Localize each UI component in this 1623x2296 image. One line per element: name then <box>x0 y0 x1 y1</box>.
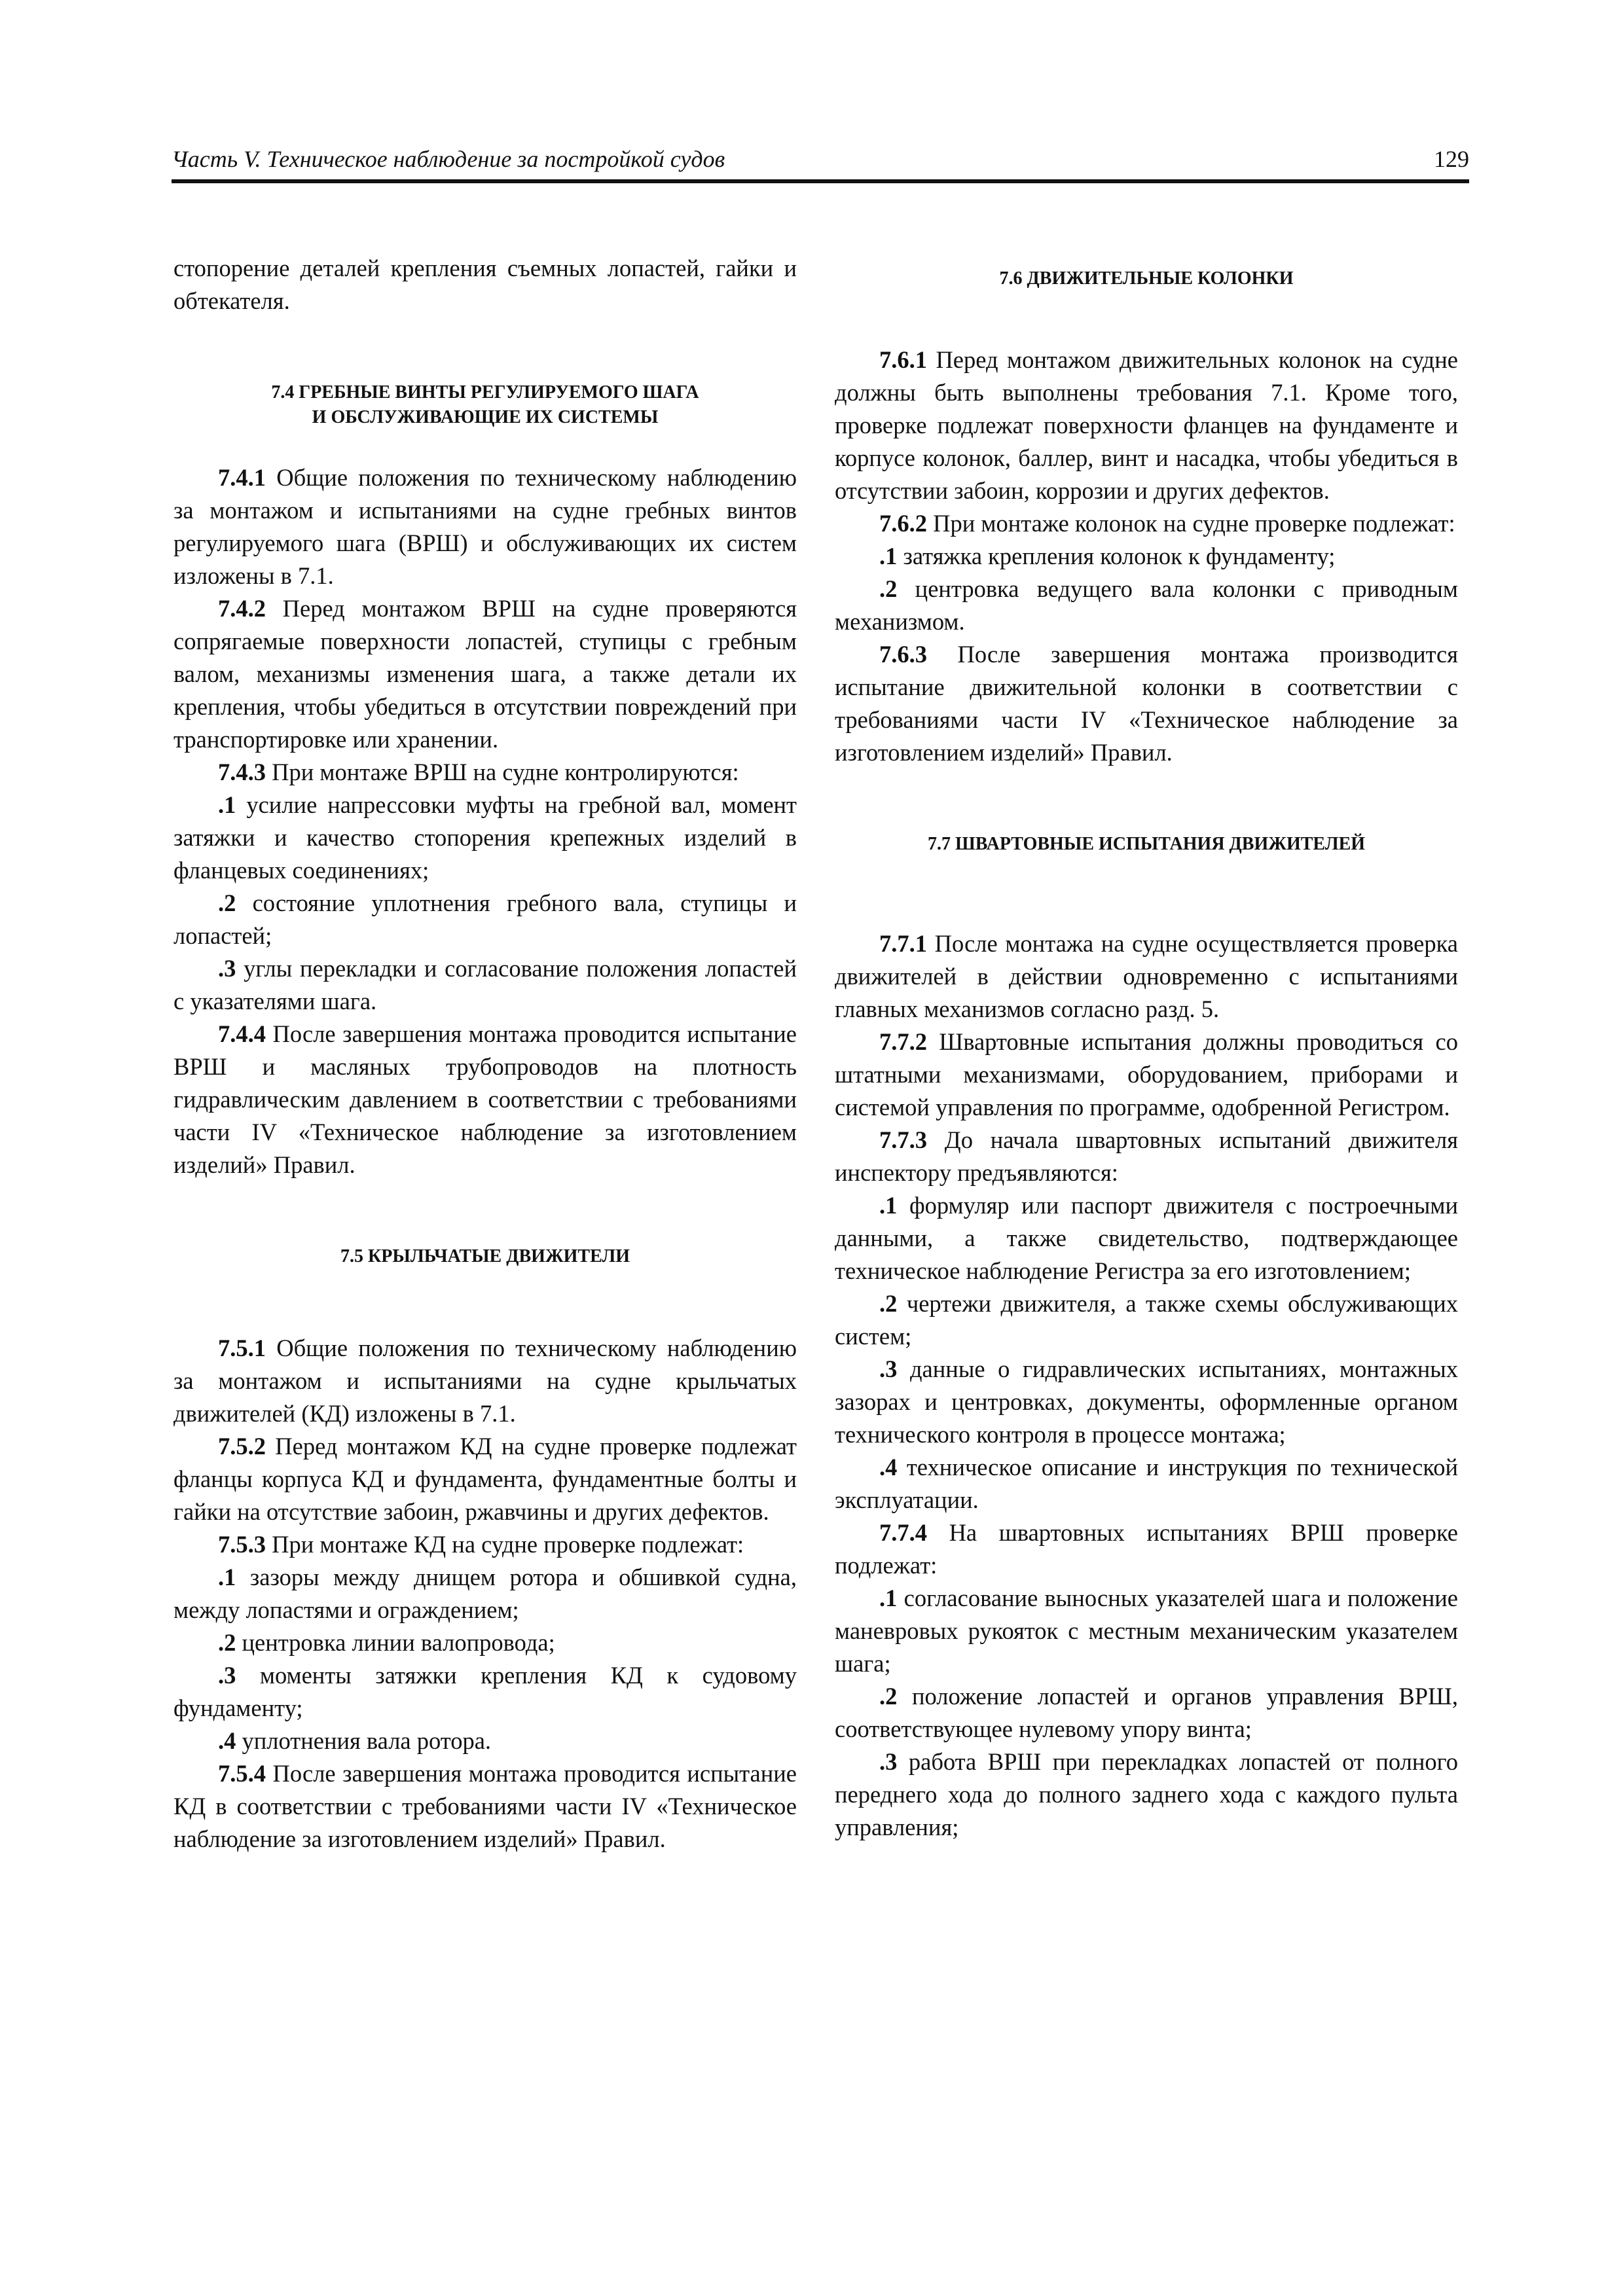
list-item <box>835 1353 1458 1451</box>
paragraph-7-5-4 <box>173 1757 797 1856</box>
list-item <box>835 1287 1458 1353</box>
paragraph-7-5-1 <box>173 1332 797 1430</box>
item-text: углы перекладки и согласование положения лопастей с указателями шага. <box>173 955 797 1014</box>
list-item <box>835 1582 1458 1680</box>
clause-number: 7.5.4 <box>218 1760 266 1787</box>
list-item <box>173 1626 797 1659</box>
item-text: центровка ведущего вала колонки с приводным механизмом. <box>835 575 1459 635</box>
list-item <box>173 887 797 952</box>
item-number: .1 <box>218 1564 236 1590</box>
clause-number: 7.7.1 <box>879 930 927 957</box>
left-column <box>173 252 797 1856</box>
clause-text: После завершения монтажа проводится испытание ВРШ и масляных трубопроводов на плотность гидравлическим давлением в соответствии с требованиями части IV «Техническое наблюдение за изготовлением изделий» Правил. <box>173 1020 797 1178</box>
clause-number: 7.4.3 <box>218 759 266 785</box>
clause-number: 7.5.2 <box>218 1433 266 1460</box>
clause-number: 7.7.4 <box>879 1519 927 1546</box>
item-number: .2 <box>218 889 236 916</box>
list-item <box>835 1680 1458 1746</box>
item-number: .3 <box>218 955 236 982</box>
paragraph-7-4-2 <box>173 592 797 756</box>
item-text: состояние уплотнения гребного вала, ступицы и лопастей; <box>173 889 797 949</box>
section-heading-7-6: 7.6 ДВИЖИТЕЛЬНЫЕ КОЛОНКИ <box>999 268 1294 289</box>
clause-text: Общие положения по техническому наблюдению за монтажом и испытаниями на судне крыльчатых движителей (КД) изложены в 7.1. <box>173 1335 797 1427</box>
paragraph-7-7-1 <box>835 927 1458 1026</box>
clause-text: Перед монтажом ВРШ на судне проверяются сопрягаемые поверхности лопастей, ступицы с гребным валом, механизмы изменения шага, а также детали их крепления, чтобы убедиться в отсутствии повреждений при транспортировке или хранении. <box>173 595 797 753</box>
list-item <box>173 1659 797 1725</box>
paragraph-7-4-4 <box>173 1018 797 1181</box>
paragraph-7-7-4 <box>835 1516 1458 1582</box>
clause-number: 7.4.1 <box>218 464 266 491</box>
item-number: .3 <box>879 1355 898 1382</box>
clause-text: До начала швартовных испытаний движителя инспектору предъявляются: <box>835 1126 1458 1186</box>
paragraph-7-6-3 <box>835 638 1458 769</box>
clause-text: Перед монтажом КД на судне проверке подлежат фланцы корпуса КД и фундамента, фундаментные болты и гайки на отсутствие забоин, ржавчины и других дефектов. <box>173 1433 797 1525</box>
item-text: согласование выносных указателей шага и положение маневровых рукояток с местным механическим указателем шага; <box>835 1585 1459 1677</box>
clause-text: При монтаже КД на судне проверке подлежат: <box>272 1531 744 1558</box>
list-item <box>835 1189 1458 1287</box>
clause-number: 7.6.3 <box>879 641 927 668</box>
item-text: чертежи движителя, а также схемы обслуживающих систем; <box>835 1290 1458 1350</box>
clause-number: 7.4.2 <box>218 595 266 622</box>
item-text: затяжка крепления колонок к фундаменту; <box>903 543 1336 569</box>
clause-text: После монтажа на судне осуществляется проверка движителей в действии одновременно с испытаниями главных механизмов согласно разд. 5. <box>835 930 1458 1022</box>
continued-paragraph: стопорение деталей крепления съемных лопастей, гайки и обтекателя. <box>173 255 797 314</box>
item-number: .4 <box>218 1727 236 1754</box>
clause-number: 7.4.4 <box>218 1020 266 1047</box>
clause-text: Швартовные испытания должны проводиться со штатными механизмами, оборудованием, приборами и системой управления по программе, одобренной Регистром. <box>835 1028 1459 1121</box>
clause-text: После завершения монтажа проводится испытание КД в соответствии с требованиями части IV «Техническое наблюдение за изготовлением изделий» Правил. <box>173 1760 797 1852</box>
clause-number: 7.7.3 <box>879 1126 927 1153</box>
right-column <box>835 252 1458 1844</box>
clause-number: 7.7.2 <box>879 1028 927 1055</box>
clause-text: Общие положения по техническому наблюдению за монтажом и испытаниями на судне гребных винтов регулируемого шага (ВРШ) и обслуживающих их систем изложены в 7.1. <box>173 464 797 589</box>
item-text: уплотнения вала ротора. <box>242 1727 492 1754</box>
item-text: работа ВРШ при перекладках лопастей от полного переднего хода до полного заднего хода с каждого пульта управления; <box>835 1748 1458 1840</box>
item-number: .2 <box>879 1290 898 1317</box>
list-item <box>835 1451 1458 1516</box>
item-text: формуляр или паспорт движителя с построечными данными, а также свидетельство, подтверждающее техническое наблюдение Регистра за его изготовлением; <box>835 1192 1459 1284</box>
item-text: техническое описание и инструкция по технической эксплуатации. <box>835 1454 1459 1513</box>
item-number: .1 <box>879 1192 898 1219</box>
list-item <box>173 952 797 1018</box>
clause-number: 7.6.1 <box>879 346 927 373</box>
paragraph-7-7-2 <box>835 1026 1458 1124</box>
clause-text: На швартовных испытаниях ВРШ проверке подлежат: <box>835 1519 1458 1579</box>
item-number: .1 <box>879 1585 898 1611</box>
item-number: .2 <box>218 1629 236 1656</box>
item-text: усилие напрессовки муфты на гребной вал, момент затяжки и качество стопорения крепежных изделий в фланцевых соединениях; <box>173 791 797 884</box>
page-number: 129 <box>1434 146 1469 172</box>
paragraph-7-5-3 <box>173 1528 797 1561</box>
item-number: .1 <box>218 791 236 818</box>
list-item <box>173 789 797 887</box>
item-number: .2 <box>879 1683 898 1710</box>
item-number: .3 <box>218 1662 236 1689</box>
heading-line: 7.4 ГРЕБНЫЕ ВИНТЫ РЕГУЛИРУЕМОГО ШАГА <box>271 382 699 403</box>
clause-text: После завершения монтажа производится испытание движительной колонки в соответствии с требованиями части IV «Техническое наблюдение за изготовлением изделий» Правил. <box>835 641 1458 766</box>
paragraph-7-6-2 <box>835 507 1458 540</box>
section-heading-7-5: 7.5 КРЫЛЬЧАТЫЕ ДВИЖИТЕЛИ <box>340 1246 630 1266</box>
paragraph-7-7-3 <box>835 1124 1458 1189</box>
list-item <box>835 573 1458 638</box>
item-text: положение лопастей и органов управления ВРШ, соответствующее нулевому упору винта; <box>835 1683 1459 1742</box>
paragraph-7-5-2 <box>173 1430 797 1528</box>
page-header <box>172 137 1469 183</box>
paragraph-7-4-3 <box>173 756 797 789</box>
section-heading-7-7: 7.7 ШВАРТОВНЫЕ ИСПЫТАНИЯ ДВИЖИТЕЛЕЙ <box>927 834 1366 854</box>
list-item <box>173 1561 797 1626</box>
clause-number: 7.5.1 <box>218 1335 266 1361</box>
item-text: данные о гидравлических испытаниях, монтажных зазорах и центровках, документы, оформленные органом технического контроля в процессе монтажа; <box>835 1355 1459 1448</box>
item-text: моменты затяжки крепления КД к судовому фундаменту; <box>173 1662 797 1721</box>
heading-line: И ОБСЛУЖИВАЮЩИЕ ИХ СИСТЕМЫ <box>312 407 659 427</box>
paragraph-7-6-1 <box>835 344 1458 507</box>
paragraph-7-4-1 <box>173 461 797 592</box>
clause-text: При монтаже ВРШ на судне контролируются: <box>272 759 739 785</box>
clause-text: Перед монтажом движительных колонок на судне должны быть выполнены требования 7.1. Кроме того, проверке подлежат поверхности фланцев на фундаменте и корпусе колонок, баллер, винт и насадка, чтобы убедиться в отсутствии забоин, коррозии и других дефектов. <box>835 346 1458 504</box>
item-number: .4 <box>879 1454 898 1480</box>
clause-number: 7.5.3 <box>218 1531 266 1558</box>
item-number: .1 <box>879 543 898 569</box>
section-heading-7-4 <box>173 380 797 430</box>
list-item <box>835 1746 1458 1844</box>
clause-text: При монтаже колонок на судне проверке подлежат: <box>933 510 1455 537</box>
item-number: .3 <box>879 1748 898 1775</box>
list-item <box>835 540 1458 573</box>
item-text: центровка линии валопровода; <box>242 1629 555 1656</box>
running-title: Часть V. Техническое наблюдение за постройкой судов <box>172 146 725 172</box>
item-number: .2 <box>879 575 898 602</box>
item-text: зазоры между днищем ротора и обшивкой судна, между лопастями и ограждением; <box>173 1564 797 1623</box>
list-item <box>173 1725 797 1757</box>
clause-number: 7.6.2 <box>879 510 927 537</box>
